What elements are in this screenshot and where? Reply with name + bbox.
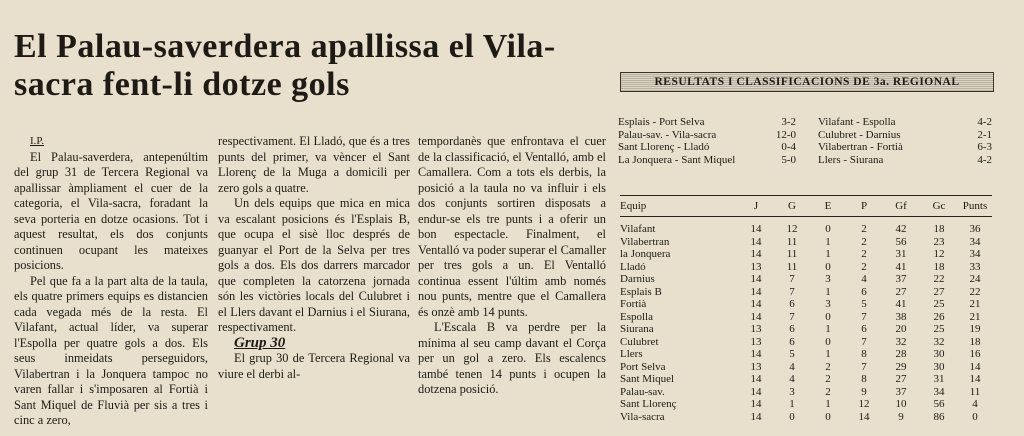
table-cell: 14 xyxy=(750,398,762,410)
table-row xyxy=(620,286,992,299)
paragraph: respectivament. El Lladó, que és a tres punts del primer, va vèncer el Sant Llorenç de la Muga a domicili per zero gols a quatre. xyxy=(218,134,410,195)
table-cell: 12 xyxy=(858,398,870,410)
table-row xyxy=(620,223,992,236)
table-cell: 22 xyxy=(933,273,945,285)
subheading: Grup 30 xyxy=(234,334,286,351)
table-cell: 21 xyxy=(969,310,981,323)
table-cell: Espolla xyxy=(620,310,653,323)
table-cell: Sant Llorenç xyxy=(620,398,677,410)
table-cell: 18 xyxy=(933,260,945,273)
table-cell: 0 xyxy=(825,335,831,348)
table-cell: 1 xyxy=(825,348,831,360)
table-cell: 14 xyxy=(750,235,762,248)
result-row xyxy=(818,154,992,167)
table-cell: 14 xyxy=(750,285,762,298)
match-score: 4-2 xyxy=(977,116,992,128)
result-row xyxy=(818,116,992,129)
table-cell: 30 xyxy=(933,360,945,373)
table-cell: 12 xyxy=(933,248,945,260)
table-cell: 14 xyxy=(858,410,870,423)
table-cell: 4 xyxy=(789,373,795,385)
column-header: J xyxy=(753,200,759,212)
table-cell: Lladó xyxy=(620,260,646,273)
table-cell: 7 xyxy=(861,310,867,323)
table-cell: 7 xyxy=(789,273,795,285)
match-score: 6-3 xyxy=(977,141,992,153)
table-cell: 56 xyxy=(933,398,945,410)
match-score: 12-0 xyxy=(775,128,796,141)
table-cell: 5 xyxy=(789,348,795,360)
table-cell: 9 xyxy=(898,410,904,423)
table-cell: Port Selva xyxy=(620,360,666,373)
table-cell: 14 xyxy=(750,248,762,260)
table-cell: 6 xyxy=(861,285,867,298)
table-cell: 7 xyxy=(789,310,795,323)
table-cell: 1 xyxy=(789,398,795,410)
table-cell: 13 xyxy=(750,335,762,348)
article-column-1 xyxy=(14,134,208,429)
column-header: P xyxy=(860,200,868,212)
table-cell: 56 xyxy=(895,235,907,248)
table-row xyxy=(620,323,992,336)
table-cell: 14 xyxy=(750,298,762,310)
table-cell: 2 xyxy=(861,235,867,248)
table-cell: 24 xyxy=(969,273,981,285)
table-cell: 2 xyxy=(825,385,831,398)
table-cell: Siurana xyxy=(620,323,654,335)
table-row xyxy=(620,273,992,286)
result-row xyxy=(618,116,796,129)
table-cell: 4 xyxy=(789,360,795,373)
table-cell: 34 xyxy=(969,248,981,260)
byline: I.P. xyxy=(30,135,45,147)
table-cell: Darnius xyxy=(620,273,655,285)
table-row xyxy=(620,336,992,349)
table-cell: 14 xyxy=(750,273,762,285)
table-cell: 0 xyxy=(825,223,831,235)
table-cell: 0 xyxy=(972,410,978,423)
table-cell: 38 xyxy=(895,310,907,323)
table-cell: 2 xyxy=(861,248,867,260)
match-score: 2-1 xyxy=(977,128,992,141)
paragraph: Pel que fa a la part alta de la taula, els quatre primers equips es distancien cada vegada més de la resta. El Vilafant, actual líder, va superar l'Espolla per quatre gols a dos. Els seus inmeidats perseguidors, Vilabertran i la Jonquera tampoc no varen fallar i s'imposaren al Fortià i Sant Miquel de Fluvià per sis a tres i cinc a zero, xyxy=(14,273,208,427)
table-cell: 0 xyxy=(825,260,831,273)
table-cell: 12 xyxy=(786,223,798,235)
table-cell: 28 xyxy=(895,348,907,360)
table-cell: 8 xyxy=(861,373,867,385)
result-row xyxy=(818,129,992,142)
match-score: 4-2 xyxy=(977,153,992,166)
table-cell: 32 xyxy=(895,335,907,348)
table-cell: 0 xyxy=(825,410,831,423)
table-cell: 1 xyxy=(825,235,831,248)
table-cell: 31 xyxy=(895,248,907,260)
result-row xyxy=(618,129,796,142)
match-teams: Llers - Siurana xyxy=(818,153,884,166)
paragraph: tempordanès que enfrontava el cuer de la classificació, el Ventalló, amb el Camallera. Com a tots els derbis, la posició a la taula no va influir i els dos conjunts sortiren disposats a endur-se els tre punts i a oferir un bon espectacle. Finalment, el Ventalló va poder superar el Camaller per tres gols a un. El Ventalló continua essent l'últim amb només nou punts, mentre que el Camallera és onzè amb 14 punts. xyxy=(418,134,606,319)
table-cell: 20 xyxy=(895,323,907,335)
table-cell: 25 xyxy=(933,323,945,335)
table-cell: 14 xyxy=(750,223,762,235)
table-cell: 6 xyxy=(789,323,795,335)
column-header: G xyxy=(788,200,796,212)
table-cell: 21 xyxy=(969,298,981,310)
table-cell: 23 xyxy=(933,235,945,248)
table-cell: 86 xyxy=(933,410,945,423)
table-cell: 11 xyxy=(786,248,798,260)
table-row xyxy=(620,298,992,311)
table-row xyxy=(620,261,992,274)
table-cell: 37 xyxy=(895,273,907,285)
table-cell: Sant Miquel xyxy=(620,373,675,385)
match-score: 3-2 xyxy=(781,116,796,128)
table-cell: 3 xyxy=(825,273,831,285)
table-cell: 27 xyxy=(933,285,945,298)
table-cell: 14 xyxy=(750,373,762,385)
table-cell: 4 xyxy=(972,398,978,410)
table-cell: Vilafant xyxy=(620,223,656,235)
table-cell: 13 xyxy=(750,260,762,273)
table-cell: Fortià xyxy=(620,298,647,310)
match-teams: Esplais - Port Selva xyxy=(618,116,705,128)
result-row xyxy=(818,141,992,154)
table-cell: 14 xyxy=(750,410,762,423)
table-cell: 3 xyxy=(789,385,795,398)
table-cell: 0 xyxy=(789,410,795,423)
table-cell: 13 xyxy=(750,360,762,373)
table-cell: 18 xyxy=(969,335,981,348)
column-header: Equip xyxy=(620,200,647,212)
standings-table xyxy=(620,195,992,423)
table-cell: 11 xyxy=(786,260,798,273)
result-row xyxy=(618,154,796,167)
column-header: Punts xyxy=(962,200,988,212)
table-cell: 5 xyxy=(861,298,867,310)
table-cell: 1 xyxy=(825,323,831,335)
table-cell: 41 xyxy=(895,298,907,310)
match-teams: La Jonquera - Sant Miquel xyxy=(618,153,736,166)
table-cell: 27 xyxy=(895,285,907,298)
table-cell: Vila-sacra xyxy=(620,410,665,423)
headline: El Palau-saverdera apallissa el Vila-sacra fent-li dotze gols xyxy=(14,28,556,103)
table-cell: 14 xyxy=(750,310,762,323)
table-cell: 7 xyxy=(789,285,795,298)
table-cell: 1 xyxy=(825,398,831,410)
table-cell: 14 xyxy=(969,373,981,385)
match-teams: Palau-sav. - Vila-sacra xyxy=(618,128,717,141)
table-cell: 25 xyxy=(933,298,945,310)
table-cell: 10 xyxy=(895,398,907,410)
table-cell: 2 xyxy=(825,360,831,373)
results-banner: RESULTATS I CLASSIFICACIONS DE 3a. REGIONAL xyxy=(620,72,994,92)
table-cell: 11 xyxy=(786,235,798,248)
table-cell: 2 xyxy=(861,260,867,273)
table-cell: Palau-sav. xyxy=(620,385,665,398)
table-cell: 37 xyxy=(895,385,907,398)
table-cell: 14 xyxy=(750,348,762,360)
table-cell: 6 xyxy=(789,298,795,310)
table-cell: 7 xyxy=(861,335,867,348)
table-cell: 34 xyxy=(969,235,981,248)
table-cell: 14 xyxy=(750,385,762,398)
match-score: 5-0 xyxy=(781,153,796,166)
table-row xyxy=(620,386,992,399)
table-cell: 3 xyxy=(825,298,831,310)
paragraph: El grup 30 de Tercera Regional va viure el derbi al- xyxy=(218,351,410,381)
table-cell: 2 xyxy=(861,223,867,235)
table-cell: 29 xyxy=(895,360,907,373)
table-cell: 1 xyxy=(825,248,831,260)
table-cell: 42 xyxy=(895,223,907,235)
match-teams: Vilabertran - Fortià xyxy=(818,141,903,153)
table-row xyxy=(620,361,992,374)
article-column-2 xyxy=(218,134,410,382)
table-cell: 8 xyxy=(861,348,867,360)
table-cell: 9 xyxy=(861,385,867,398)
table-cell: 18 xyxy=(933,223,945,235)
table-cell: 16 xyxy=(969,348,981,360)
table-row xyxy=(620,311,992,324)
table-cell: 32 xyxy=(933,335,945,348)
table-cell: 30 xyxy=(933,348,945,360)
table-body xyxy=(620,223,992,423)
table-cell: 26 xyxy=(933,310,945,323)
table-cell: la Jonquera xyxy=(620,248,671,260)
table-cell: 4 xyxy=(861,273,867,285)
result-row xyxy=(618,141,796,154)
table-cell: Llers xyxy=(620,348,643,360)
table-cell: 6 xyxy=(861,323,867,335)
table-row xyxy=(620,348,992,361)
table-row xyxy=(620,248,992,261)
table-cell: 2 xyxy=(825,373,831,385)
table-cell: 33 xyxy=(969,260,981,273)
match-teams: Sant Llorenç - Lladó xyxy=(618,141,710,153)
table-cell: Culubret xyxy=(620,335,659,348)
table-cell: 7 xyxy=(861,360,867,373)
paragraph: L'Escala B va perdre per la mínima al seu camp davant el Corça per un gol a zero. Els escalencs també tenen 14 punts i ocupen la dotzena posició. xyxy=(418,320,606,396)
results-list-left xyxy=(618,116,796,166)
table-row xyxy=(620,373,992,386)
table-cell: 27 xyxy=(895,373,907,385)
paragraph: El Palau-saverdera, antepenúltim del grup 31 de Tercera Regional va apallissar àmpliament el cuer de la categoria, el Vila-sacra, foradant la seva porteria en dotze ocasions. Tot i aquest resultat, els dos conjunts continuen ocupant les mateixes posicions. xyxy=(14,149,208,272)
table-cell: 13 xyxy=(750,323,762,335)
table-row xyxy=(620,411,992,424)
column-header: Gf xyxy=(895,200,907,212)
table-cell: Esplais B xyxy=(620,285,662,298)
table-cell: 11 xyxy=(969,385,981,398)
table-row xyxy=(620,398,992,411)
article-column-3 xyxy=(418,134,606,398)
match-teams: Vilafant - Espolla xyxy=(818,116,896,128)
paragraph: Un dels equips que mica en mica va escalant posicions és l'Esplais B, que ocupa el sisè lloc després de guanyar el Port de la Selva per tres gols a dos. Els dos darrers marcador que completen la catorzena jornada són les victòries locals del Culubret i el Llers davant el Darnius i el Siurana, respectivament. xyxy=(218,196,410,334)
results-list-right xyxy=(818,116,992,166)
table-cell: 6 xyxy=(789,335,795,348)
table-cell: 19 xyxy=(969,323,981,335)
table-cell: Vilabertran xyxy=(620,235,670,248)
table-header xyxy=(620,196,992,216)
match-teams: Culubret - Darnius xyxy=(818,128,901,141)
table-cell: 31 xyxy=(933,373,945,385)
table-cell: 34 xyxy=(933,385,945,398)
table-cell: 1 xyxy=(825,285,831,298)
match-score: 0-4 xyxy=(781,141,796,153)
table-cell: 22 xyxy=(969,285,981,298)
table-cell: 36 xyxy=(969,223,981,235)
table-cell: 0 xyxy=(825,310,831,323)
column-header: E xyxy=(824,200,832,212)
table-cell: 14 xyxy=(969,360,981,373)
column-header: Gc xyxy=(932,200,946,212)
table-row xyxy=(620,236,992,249)
table-cell: 41 xyxy=(895,260,907,273)
